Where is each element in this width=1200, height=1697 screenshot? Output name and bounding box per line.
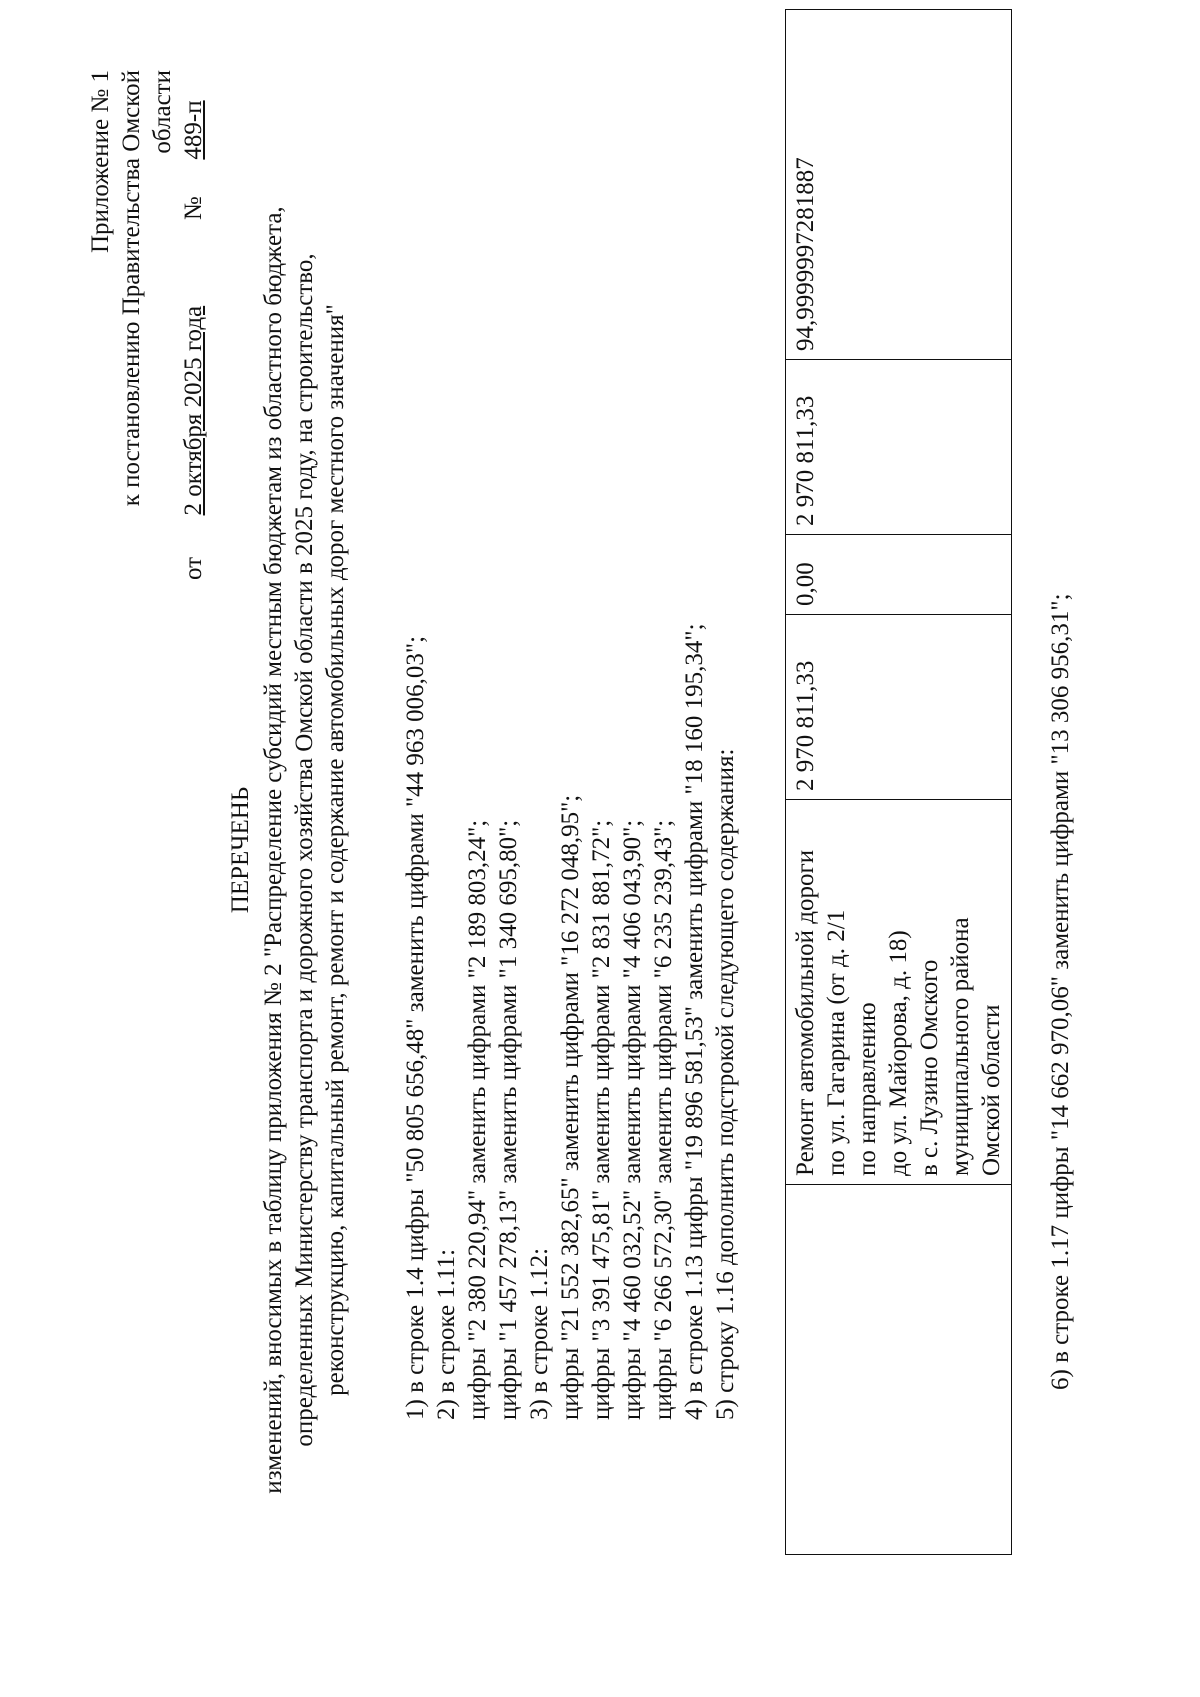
table-cell-percent: 94,9999997281887 bbox=[786, 10, 1012, 360]
list-item: 3) в строке 1.12: bbox=[526, 1247, 553, 1420]
description-line: муниципального района bbox=[947, 917, 974, 1176]
date-prefix: от bbox=[180, 556, 207, 580]
title-line: определенных Министерству транспорта и дорожного хозяйства Омской области в 2025 году, на строительство, bbox=[291, 253, 318, 1447]
description-line: Омской области bbox=[978, 1004, 1005, 1176]
list-item: цифры "6 266 572,30" заменить цифрами "6 235 239,43"; bbox=[650, 819, 677, 1420]
title-line: реконструкцию, капитальный ремонт, ремонт и содержание автомобильных дорог местного значения" bbox=[322, 304, 349, 1396]
description-line: в с. Лузино Омского bbox=[916, 959, 943, 1176]
title-line: изменений, вносимых в таблицу приложения № 2 "Распределение субсидий местным бюджетам из областного бюджета, bbox=[260, 206, 287, 1494]
list-item: 4) в строке 1.13 цифры "19 896 581,53" заменить цифрами "18 160 195,34"; bbox=[681, 623, 708, 1420]
description-line: до ул. Майорова, д. 18) bbox=[885, 930, 912, 1176]
list-item: цифры "4 460 032,52" заменить цифрами "4 406 043,90"; bbox=[619, 819, 646, 1420]
table-cell-total: 2 970 811,33 bbox=[786, 615, 1012, 800]
table-cell-number bbox=[786, 1185, 1012, 1555]
date-value bbox=[178, 271, 209, 551]
number-prefix: № bbox=[180, 196, 207, 221]
appendix-resolution: к постановлению Правительства Омской области bbox=[118, 70, 176, 507]
list-item: цифры "1 457 278,13" заменить цифрами "1 340 695,80"; bbox=[495, 819, 522, 1420]
rotated-content bbox=[45, 50, 1145, 1640]
title-block bbox=[225, 120, 351, 1580]
title-heading: ПЕРЕЧЕНЬ bbox=[227, 786, 254, 914]
date-group bbox=[178, 271, 209, 580]
number-group bbox=[178, 70, 209, 220]
table-cell-description bbox=[786, 800, 1012, 1185]
list-item: 2) в строке 1.11: bbox=[433, 1248, 460, 1420]
list-item-after-table: 6) в строке 1.17 цифры "14 662 970,06" заменить цифрами "13 306 956,31"; bbox=[1047, 593, 1074, 1390]
list-item: цифры "21 552 382,65" заменить цифрами "16 272 048,95"; bbox=[557, 794, 584, 1420]
table-cell-amount: 2 970 811,33 bbox=[786, 360, 1012, 535]
table-cell-zero: 0,00 bbox=[786, 535, 1012, 615]
date-text: 2 октября 2025 года bbox=[180, 305, 207, 516]
list-item: 1) в строке 1.4 цифры "50 805 656,48" заменить цифрами "44 963 006,03"; bbox=[402, 635, 429, 1420]
table-row bbox=[786, 10, 1012, 1555]
list-item: 5) строку 1.16 дополнить подстрокой следующего содержания: bbox=[712, 748, 739, 1420]
description-line: по ул. Гагарина (от д. 2/1 bbox=[823, 909, 850, 1176]
number-value bbox=[178, 70, 209, 190]
appendix-header bbox=[85, 70, 209, 590]
description-line: Ремонт автомобильной дороги bbox=[792, 849, 819, 1176]
appendix-title: Приложение № 1 bbox=[87, 70, 114, 254]
appendix-date-number bbox=[178, 70, 209, 580]
list-item: цифры "2 380 220,94" заменить цифрами "2 189 803,24"; bbox=[464, 819, 491, 1420]
list-item: цифры "3 391 475,81" заменить цифрами "2 831 881,72"; bbox=[588, 819, 615, 1420]
subrow-table bbox=[785, 9, 1012, 1555]
description-line: по направлению bbox=[854, 1002, 881, 1176]
number-text: 489-п bbox=[180, 100, 207, 160]
